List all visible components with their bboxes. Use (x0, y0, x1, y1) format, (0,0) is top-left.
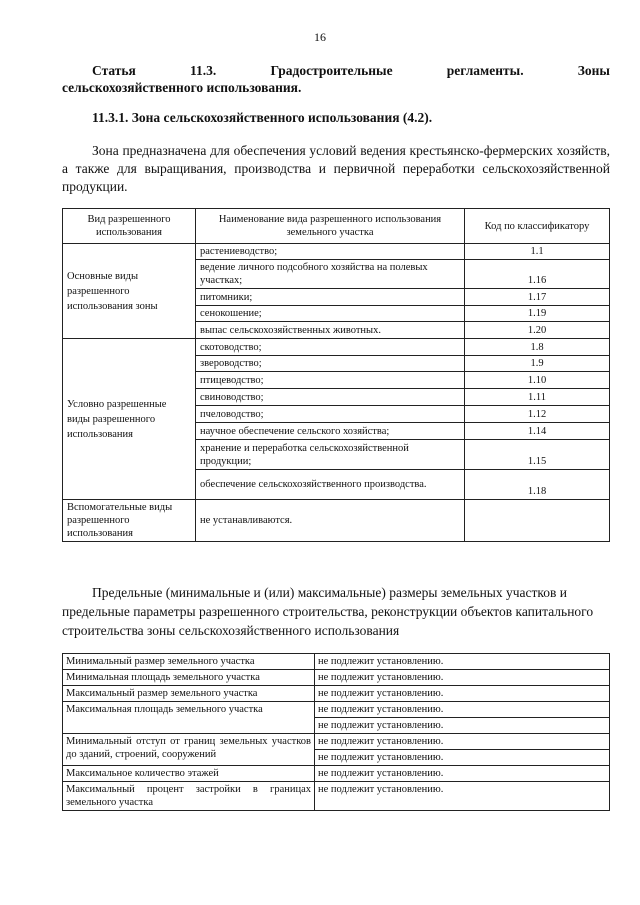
limit-name: Максимальный размер земельного участка (63, 686, 315, 702)
table-row (63, 766, 610, 782)
limit-value: не подлежит установлению. (315, 654, 610, 670)
limit-name: Минимальная площадь земельного участка (63, 670, 315, 686)
article-word: регламенты. (446, 63, 524, 78)
use-name: свиноводство; (196, 389, 465, 406)
use-name: питомники; (196, 289, 465, 306)
page-number: 16 (314, 30, 326, 44)
use-group-name: Основные виды разрешенного использования зоны (63, 244, 196, 339)
table-row (63, 670, 610, 686)
use-name: научное обеспечение сельского хозяйства; (196, 423, 465, 440)
limit-name: Минимальный отступ от границ земельных участков до зданий, строений, сооружений (63, 734, 315, 766)
use-code (465, 500, 610, 542)
use-code: 1.11 (465, 389, 610, 406)
table-row (63, 244, 610, 260)
use-name: сенокошение; (196, 306, 465, 322)
intro-paragraph: Зона предназначена для обеспечения условий ведения крестьянско-фермерских хозяйств, а также для выращивания, производства и первичной переработки сельскохозяйственной продукции. (62, 143, 610, 194)
table-row (63, 339, 610, 356)
use-group-name: Вспомогательные виды разрешенного использования (63, 500, 196, 542)
use-name: пчеловодство; (196, 406, 465, 423)
use-code: 1.17 (465, 289, 610, 306)
article-word: 11.3. (190, 63, 217, 78)
table-row (63, 500, 610, 542)
use-name: обеспечение сельскохозяйственного производства. (196, 470, 465, 500)
article-title-line1 (62, 62, 610, 79)
header-use-name: Наименование вида разрешенного использования земельного участка (196, 209, 465, 244)
article-title-line2: сельскохозяйственного использования. (62, 80, 302, 95)
limit-value: не подлежит установлению. (315, 766, 610, 782)
use-types-table (62, 208, 610, 542)
table-row (63, 686, 610, 702)
article-word: Зоны (577, 63, 610, 78)
limit-value: не подлежит установлению. (315, 734, 610, 750)
limits-table (62, 653, 610, 811)
limit-value: не подлежит установлению. (315, 670, 610, 686)
section-title: 11.3.1. Зона сельскохозяйственного использования (4.2). (92, 110, 433, 125)
article-word: Градостроительные (270, 63, 393, 78)
use-code: 1.20 (465, 322, 610, 339)
table-row (63, 782, 610, 811)
use-code: 1.9 (465, 356, 610, 372)
header-code: Код по классификатору (465, 209, 610, 244)
limits-body (63, 654, 610, 811)
use-name: растениеводство; (196, 244, 465, 260)
use-name: скотоводство; (196, 339, 465, 356)
use-code: 1.18 (465, 470, 610, 500)
use-code: 1.16 (465, 260, 610, 289)
limit-name: Максимальная площадь земельного участка (63, 702, 315, 734)
use-code: 1.19 (465, 306, 610, 322)
use-code: 1.1 (465, 244, 610, 260)
table-header-row (63, 209, 610, 244)
article-title (62, 62, 610, 96)
limit-name: Максимальное количество этажей (63, 766, 315, 782)
use-types-body (63, 244, 610, 542)
limit-name: Максимальный процент застройки в границах земельного участка (63, 782, 315, 811)
header-use-type: Вид разрешенного использования (63, 209, 196, 244)
use-name: выпас сельскохозяйственных животных. (196, 322, 465, 339)
use-code: 1.8 (465, 339, 610, 356)
use-name: не устанавливаются. (196, 500, 465, 542)
limit-name: Минимальный размер земельного участка (63, 654, 315, 670)
use-name: звероводство; (196, 356, 465, 372)
use-code: 1.15 (465, 440, 610, 470)
article-word: Статья (92, 63, 136, 78)
limit-value: не подлежит установлению. (315, 686, 610, 702)
table-row (63, 702, 610, 718)
table-row (63, 654, 610, 670)
limit-value: не подлежит установлению. (315, 718, 610, 734)
limit-value: не подлежит установлению. (315, 750, 610, 766)
use-name: птицеводство; (196, 372, 465, 389)
limit-value: не подлежит установлению. (315, 782, 610, 811)
use-group-name: Условно разрешенные виды разрешенного использования (63, 339, 196, 500)
use-name: хранение и переработка сельскохозяйственной продукции; (196, 440, 465, 470)
use-code: 1.12 (465, 406, 610, 423)
use-code: 1.10 (465, 372, 610, 389)
use-name: ведение личного подсобного хозяйства на полевых участках; (196, 260, 465, 289)
table-row (63, 734, 610, 750)
limits-paragraph: Предельные (минимальные и (или) максимальные) размеры земельных участков и предельные параметры разрешенного строительства, реконструкции объектов капитального строительства зоны сельскохозяйственного использования (62, 585, 594, 638)
limit-value: не подлежит установлению. (315, 702, 610, 718)
use-code: 1.14 (465, 423, 610, 440)
